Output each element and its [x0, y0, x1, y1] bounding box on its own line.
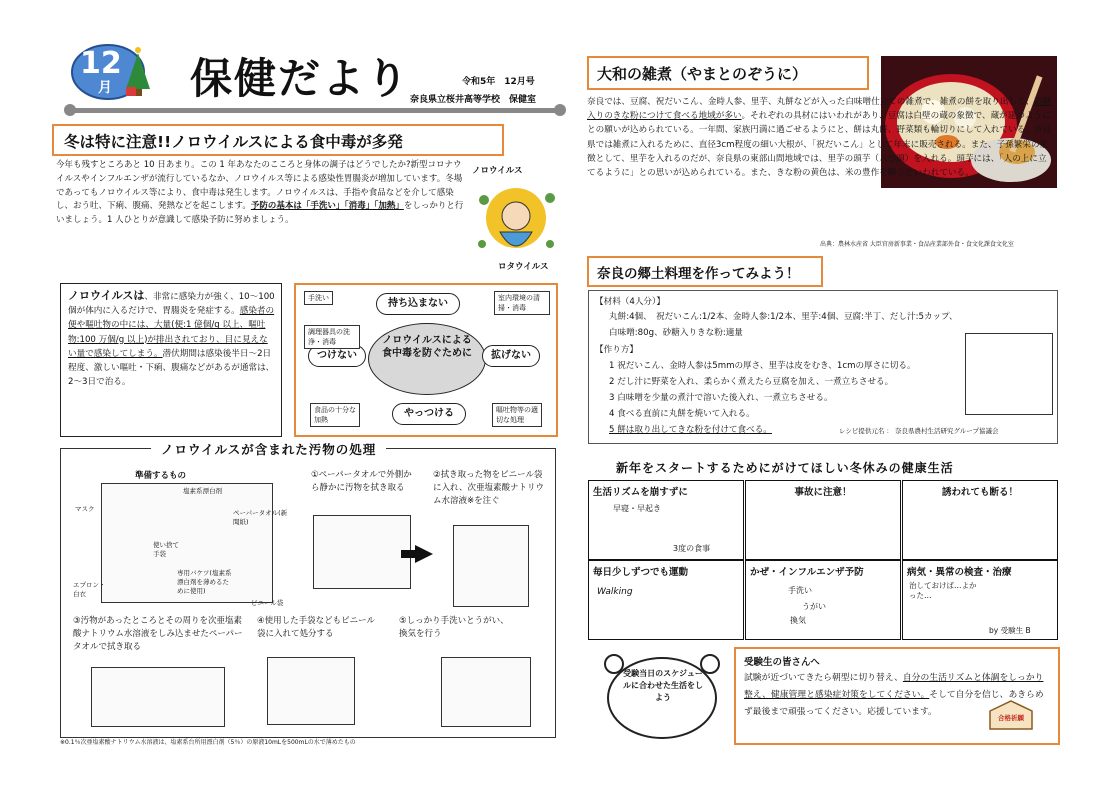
- prep-item-bucket: 専用バケツ(塩素系漂白剤を薄めるために使用): [177, 569, 232, 595]
- recipe-step-3: 3 白味噌を少量の煮汁で溶いた後入れ、一煮立ちさせる。: [609, 393, 833, 403]
- disposal-section: [60, 442, 556, 738]
- month-kanji: 月: [98, 80, 112, 96]
- arrow-icon: [415, 545, 433, 563]
- issue-date: 令和5年 12月号: [462, 77, 535, 87]
- step-2-illustration: [453, 525, 529, 607]
- zoni-heading-text: 大和の雑煮（やまとのぞうに）: [597, 65, 808, 83]
- prep-item-apron: エプロン・白衣: [73, 581, 106, 598]
- recipe-heading: [587, 256, 823, 287]
- noro-heading-text: 冬は特に注意!!ノロウイルスによる食中毒が多発: [64, 133, 403, 151]
- prep-item-plastic-bag: ビニール袋: [251, 599, 284, 607]
- exam-clock: [600, 650, 724, 742]
- header-rule: [70, 108, 560, 113]
- manga-cell-checkup: [902, 560, 1058, 640]
- recipe-heading-text: 奈良の郷土料理を作ってみよう！: [597, 266, 800, 282]
- exam-body-1: 試験が近づいてきたら朝型に切り替え、: [744, 673, 903, 683]
- manga-cell-flu: [745, 560, 901, 640]
- bubble-destroy: やっつける: [392, 403, 466, 425]
- month-number: 12: [80, 46, 122, 81]
- step-4-illustration: [267, 657, 355, 725]
- zoni-body-emphasis: 砂糖入りのきな粉につけて食べる地域が多い: [587, 97, 1052, 122]
- manga-cell-accident: [745, 480, 901, 560]
- header-rule-dot-left: [64, 104, 76, 116]
- label-room-cleaning: 室内環境の清掃・消毒: [494, 291, 550, 315]
- recipe-step-2: 2 だし汁に野菜を入れ、柔らかく煮えたら豆腐を加え、一煮立ちさせる。: [609, 377, 894, 387]
- bubble-do-not-bring: 持ち込まない: [376, 293, 460, 315]
- arrow-shaft: [401, 550, 417, 558]
- label-heating: 食品の十分な加熱: [310, 403, 360, 427]
- step-3-illustration: [91, 667, 225, 727]
- recipe-step-5: 5 餅は取り出してきな粉を付けて食べる。: [609, 425, 772, 435]
- zoni-body: [587, 95, 1055, 180]
- recipe-step-1: 1 祝だいこん、金時人参は5mmの厚さ、里芋は皮をむき、1cmの厚さに切る。: [609, 361, 916, 371]
- zoni-source: 出典：農林水産省 大臣官房新事業・食品産業部外食・食文化課食文化室: [820, 241, 1014, 248]
- manga-cell-checkup-title: 病気・異常の検査・治療: [907, 567, 1012, 578]
- noro-info-text: [68, 289, 276, 389]
- manga-credit: by 受験生 B: [989, 626, 1031, 635]
- noro-info-text-3: 潜伏期間は感染後半日～2日程度、激しい嘔吐・下痢、腹痛などがあるが通常は、2～3日で治る。: [68, 348, 275, 388]
- manga-cell-rhythm: [588, 480, 744, 560]
- disposal-title: ノロウイルスが含まれた汚物の処理: [151, 440, 386, 458]
- recipe-box: [588, 290, 1058, 444]
- recipe-ingredients-1: 丸餅:4個、 祝だいこん:1/2本、金時人参:1/2本、里芋:4個、豆腐:半丁、だし汁:5カップ、: [609, 312, 958, 322]
- manga-cell-exercise-title: 毎日少しずつでも運動: [593, 567, 689, 578]
- noro-info-text-1: 、非常に感染力が強く、10～100 個が体内に入るだけで、胃腸炎を発症する。: [68, 292, 275, 317]
- rotavirus-label: ロタウイルス: [498, 262, 549, 272]
- sick-person-icon: [470, 160, 562, 272]
- noro-info-box: [60, 283, 282, 437]
- exam-heading: 受験生の皆さんへ: [744, 657, 820, 668]
- manga-cell-rhythm-sub: 早寝・早起き: [613, 504, 661, 513]
- prevention-center-text: ノロウイルスによる食中毒を防ぐために: [382, 335, 472, 359]
- bubble-do-not-spread: 拡げない: [482, 345, 540, 367]
- page-title: 保健だより: [190, 54, 411, 103]
- manga-cell-rhythm-title: 生活リズムを崩すずに: [593, 487, 688, 498]
- step-1-illustration: [313, 515, 411, 589]
- step-1-text: ①ペーパータオルで外側から静かに汚物を拭き取る: [311, 470, 412, 493]
- manga-cell-flu-sub3: 換気: [790, 616, 806, 625]
- bubble-do-not-attach: つけない: [308, 345, 366, 367]
- manga-banner-text: 新年をスタートするためにがけてほしい冬休みの健康生活: [616, 461, 954, 475]
- exam-body-3: そして自分を信じ、あきらめず最後まで頑張ってください。応援しています。: [744, 690, 1044, 717]
- prep-item-mask: マスク: [75, 505, 95, 513]
- ema-plaque: [986, 699, 1036, 731]
- step-4-text: ④使用した手袋などもビニール袋に入れて処分する: [257, 616, 375, 639]
- zoni-body-text-2: 。それぞれの具材にはいわれがあり、豆腐は白壁の蔵の象徴で、蔵が建つようにとの願いが込められている。一年間、家族円満に過ごせるようにと、餅は丸餅、野菜類も輪切りにして入れている。奈良県では雑煮に入れるために、直径3cm程度の細い大根が、「祝だいこん」として年末に販売される。また、子孫繁栄の象徴として、里芋を入れるのだが、奈良県の東部山間地域では、里芋の頭芋（八つ頭）を入れる。頭芋には、「人の上に立てるように」との思いが込められている。また、きな粉の黄色は、米の豊作を願うといわれている。: [587, 111, 1052, 179]
- ema-text: 合格祈願: [998, 714, 1024, 722]
- manga-cell-flu-sub2: うがい: [802, 602, 826, 611]
- manga-cell-exercise: [588, 560, 744, 640]
- step-3-text: ③汚物があったところとその周りを次亜塩素酸ナトリウム水溶液をしみ込ませたペーパータオルで拭き取る: [73, 616, 243, 652]
- manga-cell-checkup-sub: 治しておけば…よかった…: [909, 581, 977, 600]
- step-5-text: ⑤しっかり手洗いとうがい、換気を行う: [399, 616, 509, 639]
- month-badge: [68, 41, 154, 103]
- manga-cell-refuse-title: 誘われても断る！: [941, 487, 1018, 498]
- noro-intro-text-1: 今年も残すところあと 10 日あまり。この 1 年あなたのこころと身体の調子はどうでしたか?新型コロナウイルスやインフルエンザが流行しているなか、ノロウイルス等による感染性胃腸炎が増加しています。冬場であってもノロウイルス等により、食中毒は発生します。ノロウイルスは、手指や食品などを介して感染し、おう吐、下痢、腹痛、発熱などを起こします。: [56, 160, 463, 212]
- prep-title: 準備するもの: [135, 471, 187, 481]
- zoni-heading: [587, 56, 869, 90]
- prep-item-bleach: 塩素系漂白剤: [183, 487, 222, 495]
- manga-cell-refuse: [902, 480, 1058, 560]
- noro-intro-emphasis: 予防の基本は「手洗い」「消毒」「加熱」: [250, 201, 404, 212]
- prep-item-paper-towel: ペーパータオル(新聞紙): [233, 509, 288, 526]
- label-vomit-disposal: 嘔吐物等の適切な処理: [492, 403, 542, 427]
- noro-intro: [56, 159, 464, 228]
- prevention-diagram: [294, 283, 558, 437]
- exam-clock-text: 受験当日のスケジュールに合わせた生活をしよう: [623, 669, 703, 702]
- school-name: 奈良県立桜井高等学校 保健室: [410, 95, 537, 105]
- recipe-credit: レシピ提供元名 ： 奈良県農村生活研究グループ協議会: [839, 427, 999, 435]
- exam-message-box: [734, 647, 1060, 745]
- manga-cell-exercise-sub: Walking: [597, 587, 633, 597]
- exam-body-2: 自分の生活リズムと体調をしっかり整え、健康管理と感染症対策をしてください。: [744, 673, 1044, 700]
- recipe-step-4: 4 食べる直前に丸餅を焼いて入れる。: [609, 409, 755, 419]
- norovirus-label: ノロウイルス: [472, 166, 523, 176]
- noro-heading: [52, 124, 504, 156]
- noro-info-text-2: 感染者の便や嘔吐物の中には、大量(便:1 億個/g 以上、嘔吐物:100 万個/g 以上)が排出されており、目に見えない量で感染してしまう。: [68, 306, 275, 359]
- prep-item-gloves: 使い捨て手袋: [153, 541, 179, 558]
- virus-illustration: [470, 160, 562, 272]
- manga-cell-accident-title: 事故に注意！: [794, 487, 852, 498]
- disposal-footnote: ※0.1％次亜塩素酸ナトリウム水溶液は、塩素系台所用漂白剤（5％）の原液10mLを500mLの水で薄めたもの: [60, 739, 356, 746]
- manga-cell-flu-title: かぜ・インフルエンザ予防: [750, 567, 864, 578]
- manga-cell-rhythm-sub2: 3度の食事: [673, 544, 711, 553]
- cooking-family-illustration: [965, 333, 1053, 415]
- label-handwash: 手洗い: [304, 291, 333, 305]
- zoni-body-text-1: 奈良では、豆腐、祝だいこん、金時人参、里芋、丸餅などが入った白味噌仕立ての雑煮で、雑煮の餅を取り出して、: [587, 97, 1035, 107]
- noro-intro-text-2: をしっかりと行いましょう。1 人ひとりが意識して感染予防に努めましょう。: [56, 201, 464, 226]
- manga-banner: [588, 457, 1056, 479]
- step-2-text: ②拭き取った物をビニール袋に入れ、次亜塩素酸ナトリウム水溶液※を注ぐ: [433, 470, 545, 506]
- recipe-method-title: 【作り方】: [595, 345, 638, 355]
- recipe-ingredients-2: 白味噌:80g、砂糖入りきな粉:適量: [609, 328, 743, 338]
- label-utensil-cleaning: 調理器具の洗浄・消毒: [304, 325, 360, 349]
- recipe-ingredients-title: 【材料（4人分）】: [595, 297, 665, 307]
- step-5-illustration: [441, 657, 531, 727]
- prevention-center: [368, 323, 486, 395]
- noro-info-lead: ノロウイルスは: [68, 289, 145, 302]
- header-rule-dot-right: [554, 104, 566, 116]
- manga-cell-flu-sub: 手洗い: [788, 586, 812, 595]
